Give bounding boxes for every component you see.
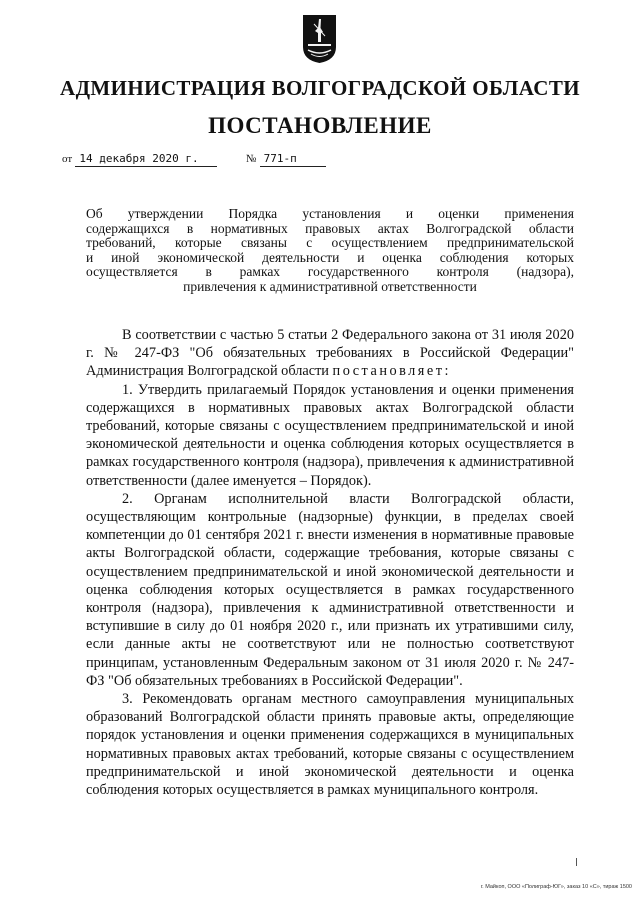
subject-line: содержащихся в нормативных правовых актах Волгоградской области [86,220,574,236]
item-3-paragraph: 3. Рекомендовать органам местного самоуправления муниципальных образований Волгоградской области принять правовые акты, определяющие порядок установления и оценки применения содержащихся в муниципальных нормативных правовых актах требований, которые связаны с осуществлением предпринимательской и иной экономической деятельности и оценка соблюдения которых осуществляется в рамках муниципального контроля. [86,691,574,799]
subject-line: и иной экономической деятельности и оценка соблюдения которых [86,249,574,265]
document-number: 771-п [260,152,326,167]
number-prefix: № [245,153,257,165]
document-body [86,326,574,799]
document-subject [86,207,574,294]
subject-line: осуществляется в рамках государственного контроля (надзора), [86,264,574,279]
document-type-title: ПОСТАНОВЛЕНИЕ [208,113,432,138]
item-1-paragraph: 1. Утвердить прилагаемый Порядок установления и оценки применения содержащихся в нормативных правовых актах Волгоградской области требований, которые связаны с осуществлением предпринимательской и иной экономической деятельности и оценка соблюдения которых осуществляется в рамках государственного контроля (надзора), привлечения к административной ответственности (далее именуется – Порядок). [86,381,574,489]
decree-word: постановляет: [332,363,451,380]
preamble-paragraph [86,326,574,381]
print-info: г. Майкоп, ООО «Полиграф-ЮГ», заказ 10 «С», тираж 1500 [480,884,632,890]
organization-title: АДМИНИСТРАЦИЯ ВОЛГОГРАДСКОЙ ОБЛАСТИ [60,76,580,100]
item-2-paragraph: 2. Органам исполнительной власти Волгоградской области, осуществляющим контрольные (надзорные) функции, в пределах своей компетенции до 01 сентября 2021 г. внести изменения в нормативные правовые акты Волгоградской области, содержащие требования, которые связаны с осуществлением предпринимательской и иной экономической деятельности и оценка соблюдения которых осуществляется в рамках государственного контроля (надзора), привлечения к административной ответственности и вступившие в силу до 01 ноября 2020 г., или признать их утратившими силу, если данные акты не соответствуют или не полностью соответствуют принципам, установленным Федеральным законом от 31 июля 2020 г. № 247-ФЗ "Об обязательных требованиях в Российской Федерации". [86,490,574,689]
date-number-line [62,150,326,167]
subject-line: Об утверждении Порядка установления и оценки применения [86,206,574,221]
margin-mark [576,858,577,866]
preamble-text: В соответствии с частью 5 статьи 2 Федерального закона от 31 июля 2020 г. № 247-ФЗ "Об обязательных требованиях в Российской Федерации" Администрация Волгоградской области [86,327,574,380]
subject-line: привлечения к административной ответственности [183,278,477,294]
coat-of-arms-icon [302,14,337,64]
subject-line: требований, которые связаны с осуществлением предпринимательской [86,235,574,250]
date-prefix: от [62,153,73,165]
document-date: 14 декабря 2020 г. [75,152,217,167]
